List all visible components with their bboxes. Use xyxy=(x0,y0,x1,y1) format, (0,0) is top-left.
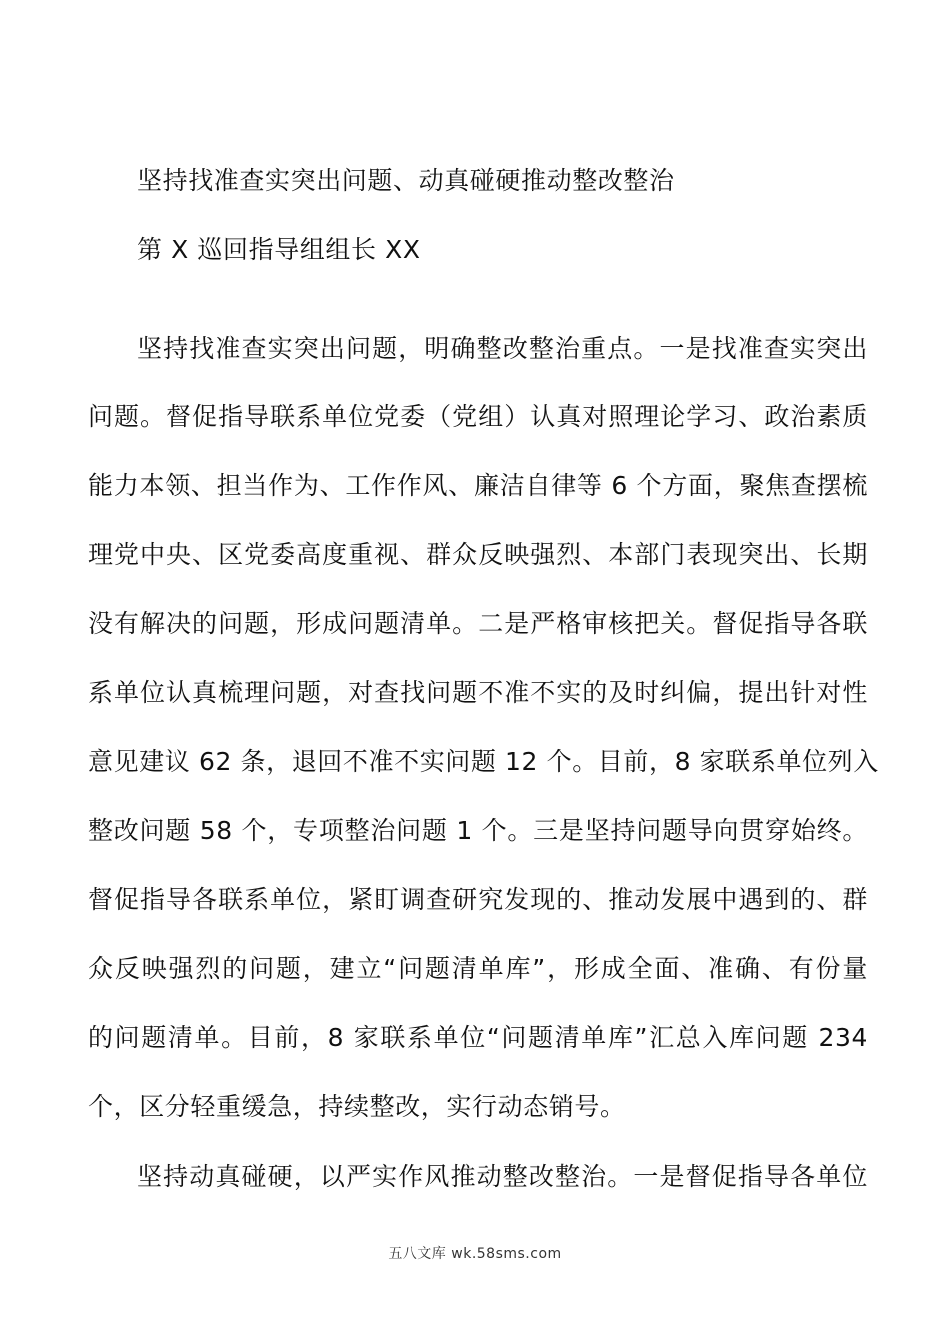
document-title: 坚持找准查实突出问题、动真碰硬推动整改整治 xyxy=(137,166,675,195)
paragraph-1-line-9: 督促指导各联系单位，紧盯调查研究发现的、推动发展中遇到的、群 xyxy=(88,885,868,914)
paragraph-1-line-7: 意见建议 62 条，退回不准不实问题 12 个。目前，8 家联系单位列入 xyxy=(88,747,879,776)
paragraph-1-line-10: 众反映强烈的问题，建立“问题清单库”，形成全面、准确、有份量 xyxy=(88,954,868,983)
paragraph-1-line-12: 个，区分轻重缓急，持续整改，实行动态销号。 xyxy=(88,1092,626,1121)
paragraph-1-line-3: 能力本领、担当作为、工作作风、廉洁自律等 6 个方面，聚焦查摆梳 xyxy=(88,471,868,500)
document-author: 第 X 巡回指导组组长 XX xyxy=(137,235,421,264)
paragraph-1-line-11: 的问题清单。目前，8 家联系单位“问题清单库”汇总入库问题 234 xyxy=(88,1023,868,1052)
paragraph-1-line-8: 整改问题 58 个，专项整治问题 1 个。三是坚持问题导向贯穿始终。 xyxy=(88,816,868,845)
paragraph-1-line-5: 没有解决的问题，形成问题清单。二是严格审核把关。督促指导各联 xyxy=(88,609,868,638)
paragraph-1-line-6: 系单位认真梳理问题，对查找问题不准不实的及时纠偏，提出针对性 xyxy=(88,678,868,707)
footer-watermark: 五八文库 wk.58sms.com xyxy=(388,1246,562,1262)
paragraph-2-line-1: 坚持动真碰硬，以严实作风推动整改整治。一是督促指导各单位 xyxy=(137,1162,868,1191)
paragraph-1-line-1: 坚持找准查实突出问题，明确整改整治重点。一是找准查实突出 xyxy=(137,334,868,363)
paragraph-1-line-2: 问题。督促指导联系单位党委（党组）认真对照理论学习、政治素质 xyxy=(88,402,868,431)
paragraph-1-line-4: 理党中央、区党委高度重视、群众反映强烈、本部门表现突出、长期 xyxy=(88,540,868,569)
